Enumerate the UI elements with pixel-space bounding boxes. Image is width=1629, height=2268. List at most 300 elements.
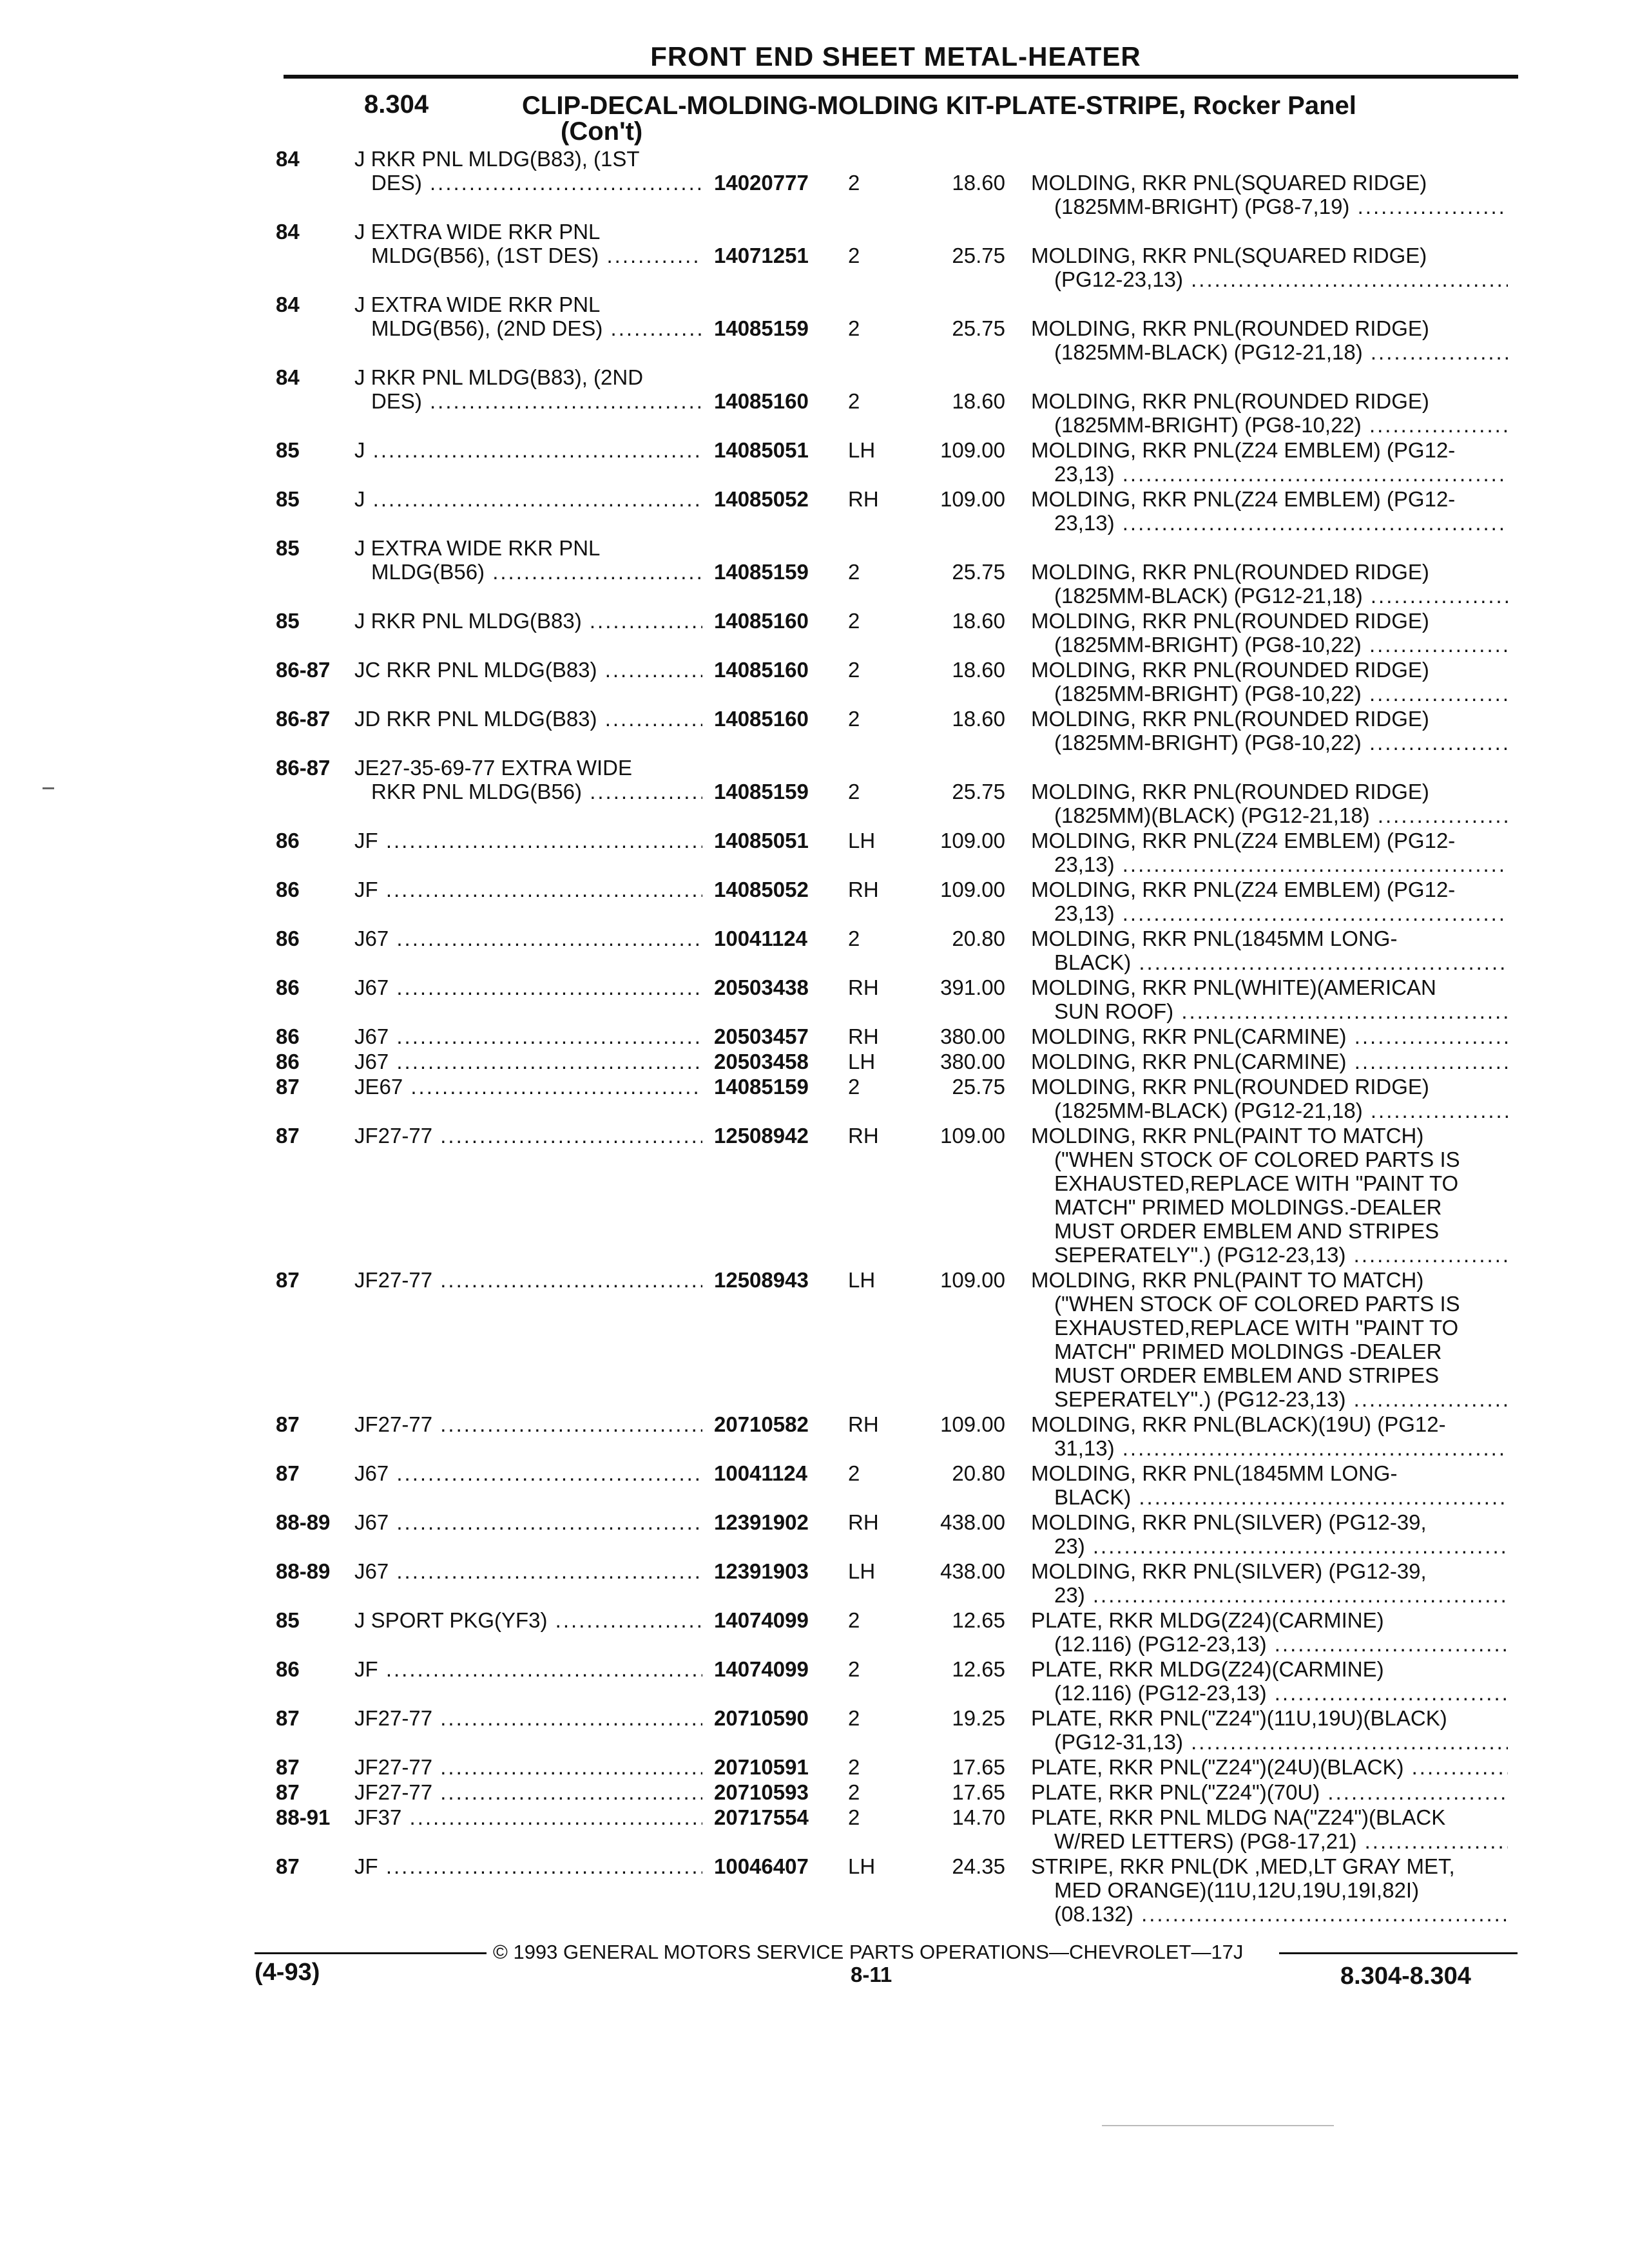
part-name-text: PLATE, RKR PNL MLDG NA("Z24")(BLACK (1031, 1805, 1446, 1829)
part-number: 20710591 (714, 1755, 809, 1779)
part-number: 20717554 (714, 1805, 809, 1829)
usage-description (354, 487, 702, 511)
price: 24.35 (952, 1854, 1005, 1878)
price: 25.75 (952, 316, 1005, 340)
usage-line (354, 293, 702, 316)
part-name-text: PLATE, RKR MLDG(Z24)(CARMINE) (1031, 1608, 1384, 1632)
usage-text: J67 (354, 975, 389, 999)
usage-text: J RKR PNL MLDG(B83) (354, 609, 582, 633)
part-name-text: (1825MM)(BLACK) (PG12-21,18) (1054, 803, 1370, 827)
usage-description (354, 1706, 702, 1730)
part-name-line (1031, 1608, 1508, 1632)
model-year: 87 (276, 1461, 300, 1485)
part-name (1031, 1050, 1508, 1073)
section-range: 8.304-8.304 (1340, 1963, 1471, 1990)
usage-description (354, 536, 702, 584)
part-number: 14085160 (714, 609, 809, 633)
usage-line (354, 878, 702, 901)
part-name-line (1031, 1316, 1508, 1340)
part-name-text: MOLDING, RKR PNL(ROUNDED RIDGE) (1031, 707, 1429, 731)
usage-line (354, 1050, 702, 1073)
usage-description (354, 756, 702, 803)
part-name-text: 23,13) (1054, 901, 1115, 925)
usage-text: JE27-35-69-77 EXTRA WIDE (354, 756, 632, 780)
model-year: 87 (276, 1706, 300, 1730)
page-title: FRONT END SHEET METAL-HEATER (650, 41, 1141, 72)
model-year: 84 (276, 365, 300, 389)
part-name-text: PLATE, RKR PNL("Z24")(70U) (1031, 1780, 1320, 1804)
price: 20.80 (952, 927, 1005, 950)
part-number: 12391902 (714, 1510, 809, 1534)
usage-description (354, 1024, 702, 1048)
usage-line (354, 1124, 702, 1148)
part-name-text: MOLDING, RKR PNL(SILVER) (PG12-39, (1031, 1510, 1427, 1534)
usage-description (354, 438, 702, 462)
usage-text: JF27-77 (354, 1412, 433, 1436)
part-number: 14020777 (714, 171, 809, 195)
usage-line (354, 1510, 702, 1534)
part-name-text: (1825MM-BRIGHT) (PG8-10,22) (1054, 633, 1362, 657)
model-year: 86 (276, 1050, 300, 1073)
part-name-line (1031, 1534, 1508, 1558)
part-name-line (1031, 950, 1508, 974)
quantity: 2 (848, 316, 860, 340)
quantity: RH (848, 487, 879, 511)
part-name-line (1031, 462, 1508, 486)
part-row (0, 1461, 1629, 1510)
price: 20.80 (952, 1461, 1005, 1485)
model-year: 87 (276, 1854, 300, 1878)
part-name-text: BLACK) (1054, 1485, 1132, 1509)
part-name-line (1031, 1583, 1508, 1607)
part-number: 14085160 (714, 389, 809, 413)
part-name-line (1031, 244, 1508, 267)
page-number: 8-11 (851, 1963, 892, 1986)
usage-description (354, 975, 702, 999)
model-year: 84 (276, 293, 300, 316)
model-year: 87 (276, 1124, 300, 1148)
usage-text: J (354, 438, 365, 462)
usage-line (354, 220, 702, 244)
part-row (0, 1608, 1629, 1657)
part-name-line (1031, 1268, 1508, 1292)
usage-text: JD RKR PNL MLDG(B83) (354, 707, 597, 731)
part-name (1031, 1510, 1508, 1558)
part-name-text: MOLDING, RKR PNL(WHITE)(AMERICAN (1031, 975, 1436, 999)
part-name-text: (1825MM-BRIGHT) (PG8-10,22) (1054, 682, 1362, 706)
header-rule (284, 75, 1518, 79)
usage-text: J67 (354, 1024, 389, 1048)
quantity: LH (848, 829, 876, 852)
part-name-text: MOLDING, RKR PNL(ROUNDED RIDGE) (1031, 609, 1429, 633)
part-name-text: MOLDING, RKR PNL(PAINT TO MATCH) (1031, 1124, 1424, 1148)
part-name (1031, 707, 1508, 754)
part-name-text: (PG12-31,13) (1054, 1730, 1183, 1754)
usage-text: JF27-77 (354, 1755, 433, 1779)
part-name-text: (1825MM-BRIGHT) (PG8-10,22) (1054, 413, 1362, 437)
part-row (0, 1559, 1629, 1608)
part-number: 14085159 (714, 1075, 809, 1099)
part-row (0, 1124, 1629, 1268)
part-name-line (1031, 1050, 1508, 1073)
part-name (1031, 975, 1508, 1023)
part-name-text: 31,13) (1054, 1436, 1115, 1460)
model-year: 86 (276, 1657, 300, 1681)
section-number: 8.304 (364, 90, 429, 119)
part-name-text: MOLDING, RKR PNL(PAINT TO MATCH) (1031, 1268, 1424, 1292)
usage-line (354, 365, 702, 389)
quantity: 2 (848, 1780, 860, 1804)
part-name-line (1031, 829, 1508, 852)
part-name-text: MOLDING, RKR PNL(1845MM LONG- (1031, 927, 1398, 950)
part-name-line (1031, 1148, 1508, 1171)
part-name-text: MOLDING, RKR PNL(1845MM LONG- (1031, 1461, 1398, 1485)
usage-text: JF27-77 (354, 1124, 433, 1148)
part-name-line (1031, 1024, 1508, 1048)
model-year: 88-89 (276, 1559, 331, 1583)
price: 18.60 (952, 609, 1005, 633)
part-name-line (1031, 511, 1508, 535)
part-name-line (1031, 1559, 1508, 1583)
part-name (1031, 1024, 1508, 1048)
price: 12.65 (952, 1657, 1005, 1681)
quantity: LH (848, 1559, 876, 1583)
usage-line (354, 1805, 702, 1829)
part-name-line (1031, 609, 1508, 633)
price: 109.00 (940, 487, 1005, 511)
usage-line (354, 244, 702, 267)
part-row (0, 829, 1629, 878)
quantity: 2 (848, 1706, 860, 1730)
model-year: 88-89 (276, 1510, 331, 1534)
quantity: RH (848, 1510, 879, 1534)
usage-text: JF (354, 1854, 378, 1878)
part-name-line (1031, 1099, 1508, 1122)
part-name-text: (12.116) (PG12-23,13) (1054, 1681, 1267, 1705)
quantity: 2 (848, 1657, 860, 1681)
price: 380.00 (940, 1050, 1005, 1073)
model-year: 87 (276, 1075, 300, 1099)
part-name-line (1031, 999, 1508, 1023)
quantity: LH (848, 438, 876, 462)
part-name-text: MOLDING, RKR PNL(SQUARED RIDGE) (1031, 171, 1427, 195)
part-name-line (1031, 1854, 1508, 1878)
model-year: 87 (276, 1755, 300, 1779)
parts-list (0, 147, 1629, 1927)
usage-line (354, 147, 702, 171)
part-name-line (1031, 389, 1508, 413)
usage-line (354, 1608, 702, 1632)
price: 25.75 (952, 244, 1005, 267)
part-name (1031, 1075, 1508, 1122)
part-name (1031, 1559, 1508, 1607)
part-number: 20710582 (714, 1412, 809, 1436)
usage-text: JF (354, 829, 378, 852)
part-row (0, 487, 1629, 536)
footer-copyright: © 1993 GENERAL MOTORS SERVICE PARTS OPERATIONS—CHEVROLET—17J (493, 1941, 1244, 1963)
part-name-text: MOLDING, RKR PNL(ROUNDED RIDGE) (1031, 560, 1429, 584)
usage-text: JE67 (354, 1075, 403, 1099)
part-row (0, 707, 1629, 756)
part-name-line (1031, 852, 1508, 876)
usage-text: J67 (354, 1559, 389, 1583)
quantity: RH (848, 1024, 879, 1048)
footer-rule-right (1279, 1952, 1518, 1954)
usage-description (354, 293, 702, 340)
part-name-text: MOLDING, RKR PNL(Z24 EMBLEM) (PG12- (1031, 829, 1456, 852)
part-name (1031, 560, 1508, 608)
part-name (1031, 1805, 1508, 1853)
usage-line (354, 1461, 702, 1485)
part-name-text: MUST ORDER EMBLEM AND STRIPES (1054, 1219, 1440, 1243)
model-year: 85 (276, 487, 300, 511)
model-year: 87 (276, 1268, 300, 1292)
quantity: 2 (848, 1075, 860, 1099)
part-row (0, 536, 1629, 609)
margin-mark (43, 787, 54, 789)
part-name-text: BLACK) (1054, 950, 1132, 974)
part-name-text: STRIPE, RKR PNL(DK ,MED,LT GRAY MET, (1031, 1854, 1455, 1878)
price: 25.75 (952, 560, 1005, 584)
part-number: 14074099 (714, 1657, 809, 1681)
part-name-text: 23,13) (1054, 462, 1115, 486)
part-name (1031, 244, 1508, 291)
part-name-text: (1825MM-BLACK) (PG12-21,18) (1054, 340, 1363, 364)
part-name-text: 23,13) (1054, 511, 1115, 535)
part-name-line (1031, 1171, 1508, 1195)
part-row (0, 975, 1629, 1024)
usage-description (354, 147, 702, 195)
part-name-line (1031, 1730, 1508, 1754)
price: 14.70 (952, 1805, 1005, 1829)
price: 109.00 (940, 878, 1005, 901)
part-name-line (1031, 560, 1508, 584)
part-row (0, 927, 1629, 975)
part-row (0, 1510, 1629, 1559)
part-name-text: 23,13) (1054, 852, 1115, 876)
part-row (0, 293, 1629, 365)
part-name-text: MOLDING, RKR PNL(SILVER) (PG12-39, (1031, 1559, 1427, 1583)
usage-text: J67 (354, 927, 389, 950)
part-row (0, 438, 1629, 487)
part-number: 20503438 (714, 975, 809, 999)
section-continued: (Con't) (561, 117, 643, 146)
part-name (1031, 829, 1508, 876)
part-name-line (1031, 413, 1508, 437)
part-name (1031, 927, 1508, 974)
part-name-text: MOLDING, RKR PNL(CARMINE) (1031, 1024, 1347, 1048)
part-number: 20503458 (714, 1050, 809, 1073)
usage-description (354, 1780, 702, 1804)
price: 438.00 (940, 1510, 1005, 1534)
part-name-text: MUST ORDER EMBLEM AND STRIPES (1054, 1363, 1440, 1387)
part-name-line (1031, 1805, 1508, 1829)
price: 25.75 (952, 780, 1005, 803)
part-name (1031, 1461, 1508, 1509)
usage-line (354, 780, 702, 803)
part-name (1031, 1124, 1508, 1267)
part-name (1031, 658, 1508, 706)
part-row (0, 1268, 1629, 1412)
price: 109.00 (940, 1268, 1005, 1292)
usage-description (354, 1755, 702, 1779)
part-row (0, 609, 1629, 658)
part-name-line (1031, 195, 1508, 218)
quantity: LH (848, 1854, 876, 1878)
usage-line (354, 1075, 702, 1099)
part-row (0, 1706, 1629, 1755)
model-year: 84 (276, 147, 300, 171)
section-title (522, 93, 1356, 144)
part-name (1031, 316, 1508, 364)
usage-description (354, 1075, 702, 1099)
usage-line (354, 1657, 702, 1681)
part-name-line (1031, 1902, 1508, 1926)
model-year: 85 (276, 609, 300, 633)
part-name (1031, 1706, 1508, 1754)
part-number: 12508942 (714, 1124, 809, 1148)
usage-description (354, 1461, 702, 1485)
part-number: 14085160 (714, 658, 809, 682)
section-title-text: CLIP-DECAL-MOLDING-MOLDING KIT-PLATE-STRIPE, Rocker Panel (522, 91, 1356, 120)
usage-description (354, 707, 702, 731)
model-year: 88-91 (276, 1805, 331, 1829)
part-row (0, 1755, 1629, 1780)
price: 391.00 (940, 975, 1005, 999)
part-name (1031, 438, 1508, 486)
part-name-text: PLATE, RKR PNL("Z24")(24U)(BLACK) (1031, 1755, 1404, 1779)
price: 109.00 (940, 829, 1005, 852)
part-number: 14085159 (714, 316, 809, 340)
part-name (1031, 1780, 1508, 1804)
part-name-line (1031, 340, 1508, 364)
usage-text: RKR PNL MLDG(B56) (371, 780, 583, 803)
usage-line (354, 1024, 702, 1048)
usage-description (354, 1268, 702, 1292)
usage-text: J EXTRA WIDE RKR PNL (354, 293, 601, 316)
quantity: RH (848, 1412, 879, 1436)
usage-description (354, 220, 702, 267)
part-name-line (1031, 731, 1508, 754)
quantity: 2 (848, 927, 860, 950)
part-name-line (1031, 1243, 1508, 1267)
part-name-text: 23) (1054, 1583, 1085, 1607)
usage-description (354, 365, 702, 413)
usage-text: JC RKR PNL MLDG(B83) (354, 658, 597, 682)
usage-text: J RKR PNL MLDG(B83), (2ND (354, 365, 644, 389)
usage-text: JF27-77 (354, 1706, 433, 1730)
part-name-line (1031, 1657, 1508, 1681)
part-name-line (1031, 1363, 1508, 1387)
part-name-line (1031, 1387, 1508, 1411)
part-name-text: MOLDING, RKR PNL(ROUNDED RIDGE) (1031, 389, 1429, 413)
part-name-line (1031, 901, 1508, 925)
part-name-text: (1825MM-BRIGHT) (PG8-7,19) (1054, 195, 1350, 218)
part-name-text: MOLDING, RKR PNL(ROUNDED RIDGE) (1031, 1075, 1429, 1099)
part-name-text: MOLDING, RKR PNL(ROUNDED RIDGE) (1031, 316, 1429, 340)
scan-artifact (1102, 2125, 1334, 2126)
part-number: 20710593 (714, 1780, 809, 1804)
model-year: 86-87 (276, 707, 331, 731)
part-name-text: MATCH" PRIMED MOLDINGS.-DEALER (1054, 1195, 1442, 1219)
usage-line (354, 1706, 702, 1730)
usage-text: MLDG(B56), (1ST DES) (371, 244, 599, 267)
part-name-text: (PG12-23,13) (1054, 267, 1183, 291)
usage-line (354, 316, 702, 340)
model-year: 86-87 (276, 756, 331, 780)
usage-description (354, 878, 702, 901)
part-row (0, 1024, 1629, 1050)
part-number: 14071251 (714, 244, 809, 267)
usage-line (354, 438, 702, 462)
price: 18.60 (952, 171, 1005, 195)
usage-line (354, 1780, 702, 1804)
quantity: 2 (848, 707, 860, 731)
part-number: 14085051 (714, 829, 809, 852)
part-name (1031, 1268, 1508, 1411)
usage-text: J EXTRA WIDE RKR PNL (354, 536, 601, 560)
part-name-text: (1825MM-BLACK) (PG12-21,18) (1054, 1099, 1363, 1122)
model-year: 86-87 (276, 658, 331, 682)
part-name-line (1031, 1829, 1508, 1853)
price: 109.00 (940, 438, 1005, 462)
part-name-line (1031, 584, 1508, 608)
part-number: 20710590 (714, 1706, 809, 1730)
part-row (0, 1075, 1629, 1124)
usage-line (354, 487, 702, 511)
price: 380.00 (940, 1024, 1005, 1048)
price: 18.60 (952, 658, 1005, 682)
part-name-text: MATCH" PRIMED MOLDINGS -DEALER (1054, 1340, 1442, 1363)
part-name-line (1031, 1780, 1508, 1804)
usage-line (354, 171, 702, 195)
part-row (0, 658, 1629, 707)
price: 17.65 (952, 1780, 1005, 1804)
part-name-line (1031, 316, 1508, 340)
part-name-text: EXHAUSTED,REPLACE WITH "PAINT TO (1054, 1316, 1459, 1340)
part-number: 14085052 (714, 487, 809, 511)
usage-description (354, 1608, 702, 1632)
part-name-text: MOLDING, RKR PNL(SQUARED RIDGE) (1031, 244, 1427, 267)
part-row (0, 1805, 1629, 1854)
usage-line (354, 707, 702, 731)
part-name (1031, 389, 1508, 437)
quantity: 2 (848, 780, 860, 803)
quantity: 2 (848, 560, 860, 584)
usage-line (354, 829, 702, 852)
model-year: 86 (276, 1024, 300, 1048)
part-row (0, 878, 1629, 927)
usage-line (354, 975, 702, 999)
part-number: 20503457 (714, 1024, 809, 1048)
usage-description (354, 1124, 702, 1148)
part-name-line (1031, 1436, 1508, 1460)
usage-line (354, 389, 702, 413)
part-name (1031, 1854, 1508, 1926)
usage-text: DES) (371, 389, 422, 413)
part-name-line (1031, 803, 1508, 827)
part-name-text: MOLDING, RKR PNL(Z24 EMBLEM) (PG12- (1031, 878, 1456, 901)
part-name (1031, 609, 1508, 657)
quantity: 2 (848, 171, 860, 195)
part-number: 14085159 (714, 560, 809, 584)
price: 18.60 (952, 707, 1005, 731)
part-name-text: W/RED LETTERS) (PG8-17,21) (1054, 1829, 1357, 1853)
part-name-line (1031, 1340, 1508, 1363)
usage-line (354, 756, 702, 780)
part-name-text: PLATE, RKR PNL("Z24")(11U,19U)(BLACK) (1031, 1706, 1447, 1730)
part-name-line (1031, 171, 1508, 195)
